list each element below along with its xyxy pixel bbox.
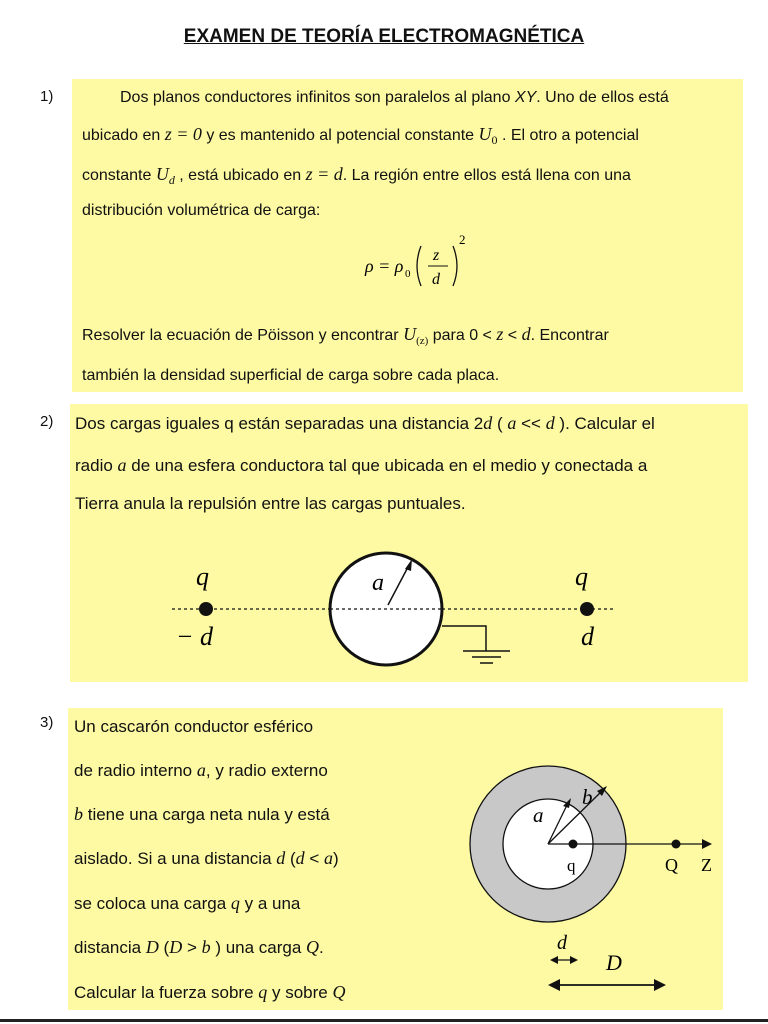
z-axis-label: Z bbox=[701, 855, 712, 875]
charge-q bbox=[569, 840, 578, 849]
q1-line-2: ubicado en z = 0 y es mantenido al potencial constante $U_0$ . El otro a potencial bbox=[82, 124, 639, 148]
charge-Q-label: Q bbox=[665, 855, 678, 875]
radius-label: a bbox=[372, 570, 384, 596]
q1-line-4: distribución volumétrica de carga: bbox=[82, 202, 321, 219]
q3-line-5: se coloca una carga q y a una bbox=[74, 893, 301, 913]
q2-line-3: Tierra anula la repulsión entre las cargas puntuales. bbox=[75, 494, 466, 513]
svg-text:d: d bbox=[432, 271, 440, 288]
q2-line-1: Dos cargas iguales q están separadas una distancia 2d ( a << d ). Calcular el bbox=[75, 413, 655, 433]
q2-line-2: radio a de una esfera conductora tal que ubicada en el medio y conectada a bbox=[75, 455, 648, 475]
question-2-number: 2) bbox=[40, 413, 54, 430]
radius-b-label: b bbox=[582, 785, 593, 809]
svg-text:z: z bbox=[433, 247, 440, 264]
q3-line-3: b tiene una carga neta nula y está bbox=[74, 804, 330, 824]
question-1-number: 1) bbox=[40, 88, 54, 105]
q3-line-2: de radio interno a, y radio externo bbox=[74, 760, 328, 780]
q1-line-1: Dos planos conductores infinitos son paralelos al plano XY. Uno de ellos está bbox=[120, 89, 669, 106]
charge-Q bbox=[672, 840, 681, 849]
left-charge bbox=[199, 602, 213, 616]
right-position-label: d bbox=[581, 622, 594, 651]
charge-q-label: q bbox=[567, 856, 576, 875]
svg-text:ρ = ρ: ρ = ρ bbox=[365, 256, 404, 276]
right-charge-label: q bbox=[575, 562, 588, 591]
left-charge-label: q bbox=[196, 562, 209, 591]
left-position-label: − d bbox=[176, 622, 214, 651]
page-bottom-rule bbox=[0, 1019, 768, 1022]
q3-line-4: aislado. Si a una distancia d (d < a) bbox=[74, 848, 339, 868]
q3-line-6: distancia D (D > b ) una carga Q. bbox=[74, 937, 324, 957]
charge-density-formula bbox=[355, 228, 475, 296]
q1-line-6: también la densidad superficial de carga sobre cada placa. bbox=[82, 367, 500, 384]
two-charges-sphere-diagram bbox=[160, 545, 630, 675]
spherical-shell-diagram bbox=[460, 760, 722, 1000]
right-charge bbox=[580, 602, 594, 616]
distance-d-label: d bbox=[557, 932, 567, 954]
svg-text:0: 0 bbox=[405, 268, 411, 280]
svg-text:2: 2 bbox=[459, 232, 466, 247]
distance-D-label: D bbox=[606, 950, 622, 975]
radius-a-label: a bbox=[533, 803, 544, 827]
q3-line-7: Calcular la fuerza sobre q y sobre Q bbox=[74, 982, 346, 1002]
q3-line-1: Un cascarón conductor esférico bbox=[74, 717, 314, 736]
exam-title: EXAMEN DE TEORÍA ELECTROMAGNÉTICA bbox=[183, 26, 585, 47]
ground-wire bbox=[442, 626, 486, 651]
q1-line-5: Resolver la ecuación de Pöisson y encontrar $U_{(z)}$ para 0 < z < d. Encontrar bbox=[82, 324, 609, 348]
question-3-number: 3) bbox=[40, 714, 54, 731]
q1-line-3: constante $U_d$ , está ubicado en z = d. La región entre ellos está llena con una bbox=[82, 164, 631, 188]
